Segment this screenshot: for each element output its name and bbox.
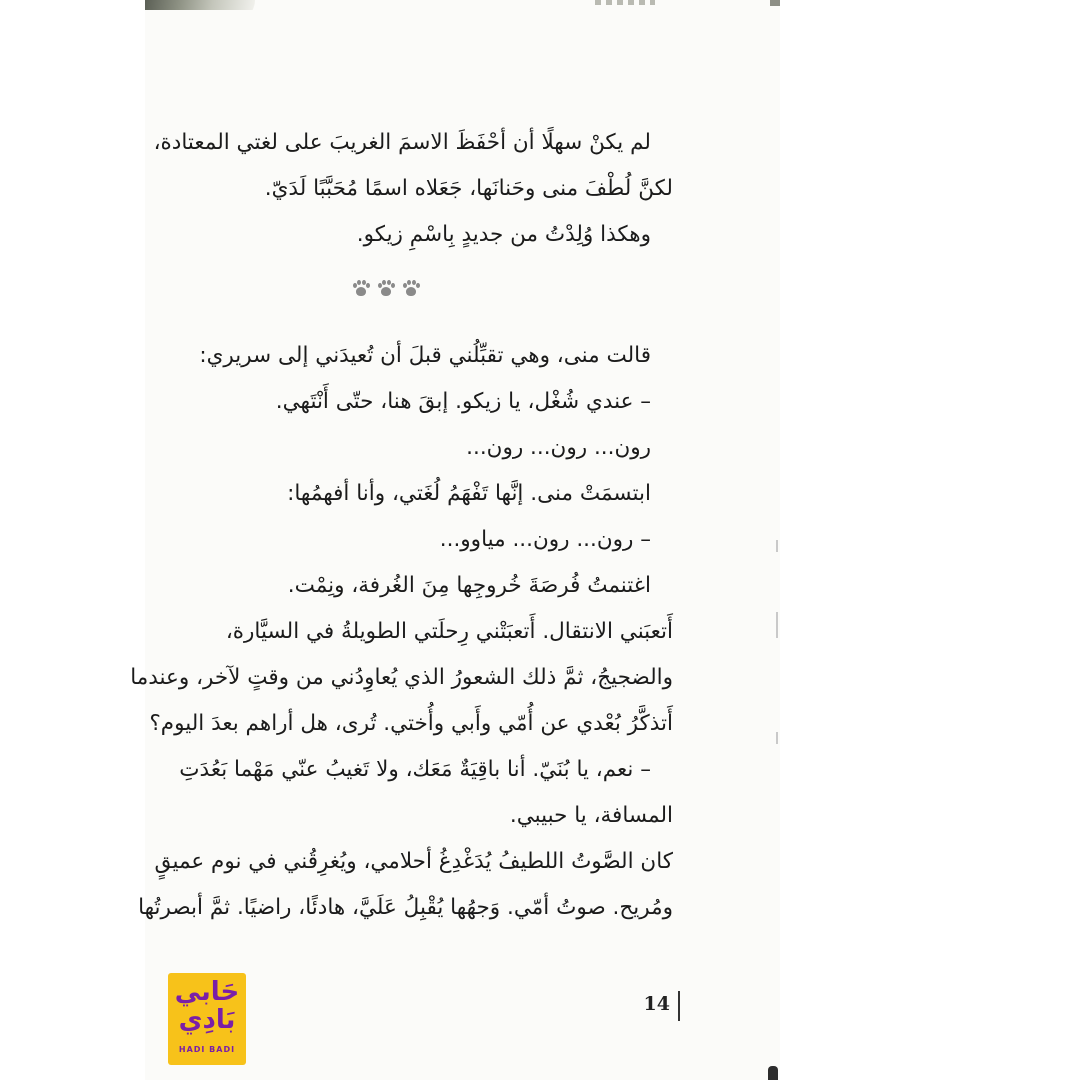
paw-print-icon	[377, 280, 394, 297]
text-line: أَتذكَّرُ بُعْدي عن أُمّي وأَبي وأُختي. تُرى، هل أراهم بعدَ اليوم؟	[149, 711, 673, 736]
paragraph-block-two	[130, 333, 673, 931]
paw-print-icon	[352, 280, 369, 297]
text-line: أَتعبَني الانتقال. أَتعبَتْني رِحلَتي الطويلةُ في السيَّارة،	[225, 619, 673, 644]
dialogue-line: – نعم، يا بُنَيّ. أنا باقِيَةٌ مَعَك، ولا تَغيبُ عنّي مَهْما بَعُدَتِ	[179, 757, 651, 782]
page-edge-mark	[776, 612, 778, 638]
dialogue-line: – عندي شُغْل، يا زيكو. إبقَ هنا، حتّى أَنْتَهي.	[275, 389, 651, 414]
logo-word-bottom: بَادِي	[178, 1005, 236, 1035]
logo-word-top: حَابي	[174, 977, 240, 1007]
illustration-fragment	[770, 0, 780, 6]
publisher-logo	[168, 973, 246, 1065]
page-edge-mark	[776, 732, 778, 744]
previous-page-edge	[145, 0, 780, 10]
dialogue-line: – رون... رون... مياوو...	[439, 527, 651, 552]
paw-print-icon	[402, 280, 419, 297]
text-line: كان الصَّوتُ اللطيفُ يُدَغْدِغُ أحلامي، ويُغرِقُني في نوم عميقٍ	[154, 849, 673, 874]
text-line: وهكذا وُلِدْتُ من جديدٍ بِاسْمِ زيكو.	[356, 222, 651, 247]
text-line: لكنَّ لُطْفَ منى وحَنانَها، جَعَلاه اسمًا مُحَبَّبًا لَدَيّ.	[264, 176, 673, 201]
text-line: ابتسمَتْ منى. إنَّها تَفْهَمُ لُغَتي، وأنا أفهمُها:	[287, 481, 651, 506]
text-line: رون... رون... رون...	[466, 435, 651, 460]
text-line: ومُريح. صوتُ أمّي. وَجهُها يُقْبِلُ عَلَيَّ، هادئًا، راضيًا. ثمَّ أبصرتُها	[138, 895, 673, 920]
text-line: والضجيجُ، ثمَّ ذلك الشعورُ الذي يُعاوِدُني من وقتٍ لآخر، وعندما	[130, 665, 673, 690]
text-line: المسافة، يا حبيبي.	[509, 803, 673, 828]
section-separator	[350, 276, 420, 300]
illustration-fragment	[595, 0, 655, 5]
paragraph-block-one	[153, 120, 673, 258]
text-line: لم يكنْ سهلًا أن أحْفَظَ الاسمَ الغريبَ على لغتي المعتادة،	[153, 130, 651, 155]
logo-latin-text: HADI BADI	[178, 1045, 236, 1054]
page-number-divider	[678, 991, 680, 1021]
text-line: اغتنمتُ فُرصَةَ خُروجِها مِنَ الغُرفة، ونِمْت.	[287, 573, 651, 598]
page-corner-mark	[768, 1066, 778, 1080]
text-line: قالت منى، وهي تقبِّلُني قبلَ أن تُعيدَني إلى سريري:	[199, 343, 651, 368]
illustration-fragment	[145, 0, 255, 10]
page-edge-mark	[776, 540, 778, 552]
page-number: 14	[643, 993, 670, 1015]
